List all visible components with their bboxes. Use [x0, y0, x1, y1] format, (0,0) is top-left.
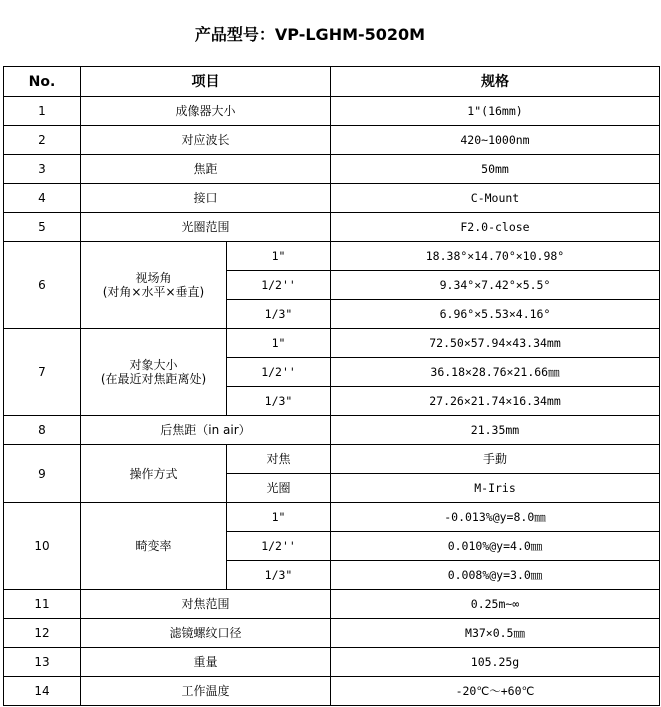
sub-label: 1/3": [227, 561, 331, 590]
spec-cell: 0.25m~∞: [331, 590, 660, 619]
spec-cell: 36.18×28.76×21.66㎜: [331, 358, 660, 387]
sub-label: 1/3": [227, 387, 331, 416]
spec-cell: 105.25g: [331, 648, 660, 677]
table-row: [4, 126, 660, 155]
item-cell: [81, 329, 227, 416]
row-number: 6: [4, 242, 81, 329]
table-row: [4, 213, 660, 242]
spec-cell: 9.34°×7.42°×5.5°: [331, 271, 660, 300]
row-number: 9: [4, 445, 81, 503]
spec-cell: 50mm: [331, 155, 660, 184]
item-line: (对角×水平×垂直): [102, 285, 205, 299]
sub-label: 对焦: [227, 445, 331, 474]
sub-label: 光圈: [227, 474, 331, 503]
header-item: 项目: [81, 67, 331, 97]
row-number: 2: [4, 126, 81, 155]
spec-cell: -0.013%@y=8.0㎜: [331, 503, 660, 532]
sub-label: 1/3": [227, 300, 331, 329]
spec-cell: C-Mount: [331, 184, 660, 213]
table-row: [4, 445, 660, 474]
sub-label: 1/2'': [227, 271, 331, 300]
spec-cell: 72.50×57.94×43.34mm: [331, 329, 660, 358]
row-number: 5: [4, 213, 81, 242]
table-row: [4, 184, 660, 213]
spec-table: [3, 66, 660, 706]
row-number: 4: [4, 184, 81, 213]
item-cell: 光圈范围: [81, 213, 331, 242]
table-row: [4, 590, 660, 619]
table-row: [4, 416, 660, 445]
spec-cell: 6.96°×5.53×4.16°: [331, 300, 660, 329]
row-number: 11: [4, 590, 81, 619]
item-cell: [81, 242, 227, 329]
item-cell: 重量: [81, 648, 331, 677]
table-row: [4, 155, 660, 184]
spec-cell: M37×0.5㎜: [331, 619, 660, 648]
table-row: [4, 503, 660, 532]
spec-cell: 420~1000nm: [331, 126, 660, 155]
spec-cell: 0.008%@y=3.0㎜: [331, 561, 660, 590]
row-number: 12: [4, 619, 81, 648]
row-number: 3: [4, 155, 81, 184]
item-cell: 接口: [81, 184, 331, 213]
header-row: [4, 67, 660, 97]
row-number: 1: [4, 97, 81, 126]
item-line: (在最近对焦距离处): [100, 372, 207, 386]
spec-cell: 18.38°×14.70°×10.98°: [331, 242, 660, 271]
table-row: [4, 619, 660, 648]
item-cell: 工作温度: [81, 677, 331, 706]
spec-cell: -20℃～+60℃: [331, 677, 660, 706]
header-spec: 规格: [331, 67, 660, 97]
table-row: [4, 677, 660, 706]
sub-label: 1": [227, 329, 331, 358]
row-number: 13: [4, 648, 81, 677]
item-cell: 操作方式: [81, 445, 227, 503]
item-line: 对象大小: [129, 358, 178, 372]
sub-label: 1/2'': [227, 358, 331, 387]
header-no: No.: [4, 67, 81, 97]
spec-cell: 1"(16mm): [331, 97, 660, 126]
item-cell: 滤镜螺纹口径: [81, 619, 331, 648]
table-row: [4, 648, 660, 677]
page-title: 产品型号：VP-LGHM-5020M: [194, 25, 426, 44]
spec-cell: 手動: [331, 445, 660, 474]
spec-cell: 27.26×21.74×16.34mm: [331, 387, 660, 416]
item-cell: 成像器大小: [81, 97, 331, 126]
item-cell: 畸变率: [81, 503, 227, 590]
table-row: [4, 242, 660, 271]
item-cell: 对焦范围: [81, 590, 331, 619]
sub-label: 1": [227, 242, 331, 271]
spec-cell: M-Iris: [331, 474, 660, 503]
table-row: [4, 329, 660, 358]
item-cell: 对应波长: [81, 126, 331, 155]
item-cell: 焦距: [81, 155, 331, 184]
spec-cell: 21.35mm: [331, 416, 660, 445]
row-number: 7: [4, 329, 81, 416]
spec-cell: 0.010%@y=4.0㎜: [331, 532, 660, 561]
row-number: 8: [4, 416, 81, 445]
table-row: [4, 97, 660, 126]
item-line: 视场角: [135, 271, 172, 285]
sub-label: 1/2'': [227, 532, 331, 561]
row-number: 14: [4, 677, 81, 706]
sub-label: 1": [227, 503, 331, 532]
row-number: 10: [4, 503, 81, 590]
spec-cell: F2.0-close: [331, 213, 660, 242]
item-cell: 后焦距（in air）: [81, 416, 331, 445]
